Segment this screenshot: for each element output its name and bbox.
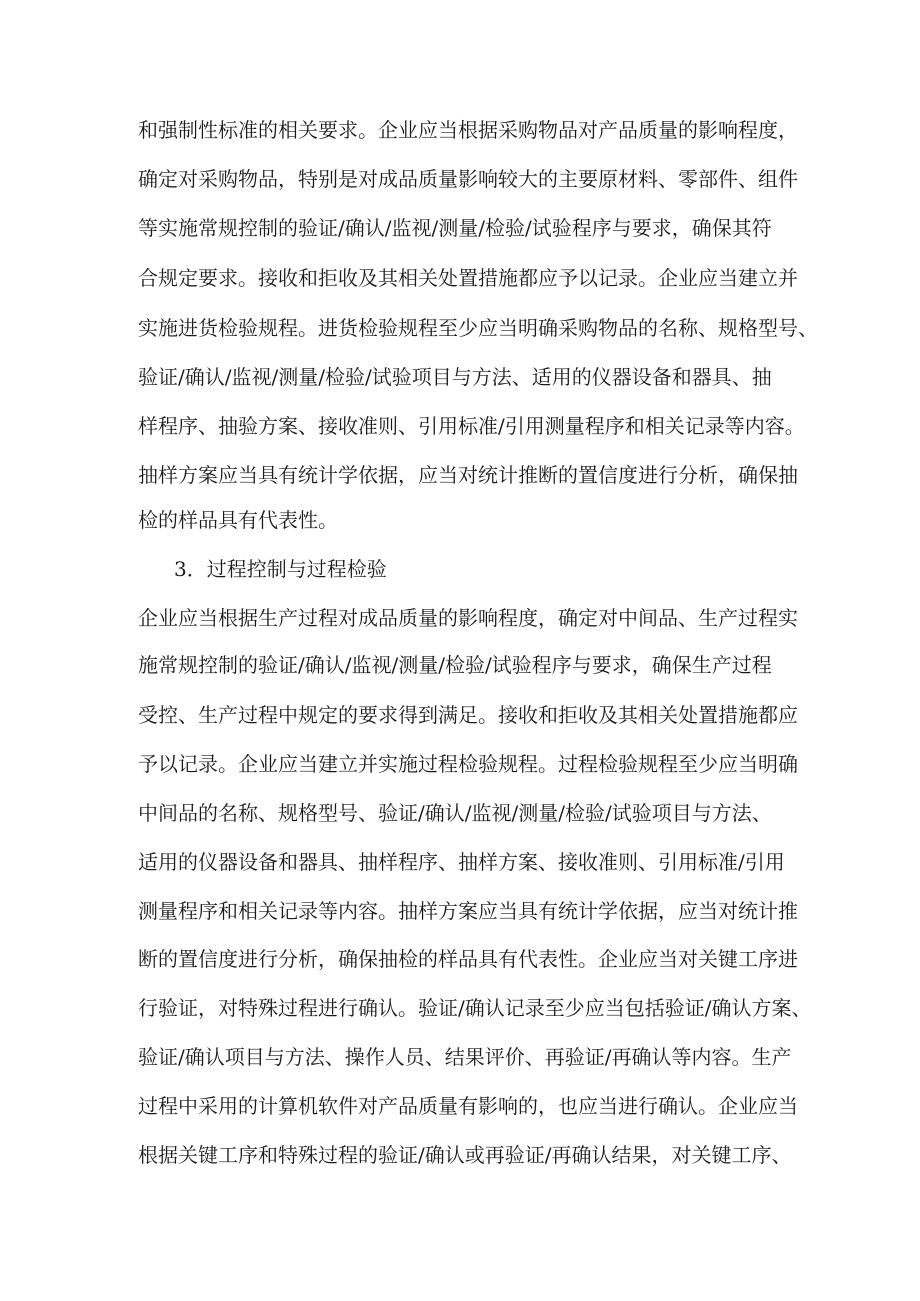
paragraph-2-line: 予以记录。企业应当建立并实施过程检验规程。过程检验规程至少应当明确: [138, 752, 798, 776]
paragraph-2-line: 施常规控制的验证/确认/监视/测量/检验/试验程序与要求，确保生产过程: [138, 653, 772, 677]
paragraph-2-line: 验证/确认项目与方法、操作人员、结果评价、再验证/再确认等内容。生产: [138, 1045, 792, 1069]
paragraph-1-line: 检的样品具有代表性。: [138, 508, 338, 532]
paragraph-2-line: 企业应当根据生产过程对成品质量的影响程度，确定对中间品、生产过程实: [138, 606, 798, 630]
paragraph-1-line: 验证/确认/监视/测量/检验/试验项目与方法、适用的仪器设备和器具、抽: [138, 365, 772, 389]
paragraph-2-line: 断的置信度进行分析，确保抽检的样品具有代表性。企业应当对关键工序进: [138, 947, 798, 971]
paragraph-2-line: 行验证，对特殊过程进行确认。验证/确认记录至少应当包括验证/确认方案、: [138, 996, 812, 1020]
paragraph-2-line: 受控、生产过程中规定的要求得到满足。接收和拒收及其相关处置措施都应: [138, 703, 798, 727]
paragraph-1-line: 合规定要求。接收和拒收及其相关处置措施都应予以记录。企业应当建立并: [138, 266, 798, 290]
paragraph-2-line: 过程中采用的计算机软件对产品质量有影响的，也应当进行确认。企业应当: [138, 1094, 798, 1118]
paragraph-1-line: 和强制性标准的相关要求。企业应当根据采购物品对产品质量的影响程度，: [138, 118, 798, 142]
section-heading: 3．过程控制与过程检验: [174, 557, 387, 581]
paragraph-2-line: 中间品的名称、规格型号、验证/确认/监视/测量/检验/试验项目与方法、: [138, 801, 772, 825]
paragraph-1-line: 实施进货检验规程。进货检验规程至少应当明确采购物品的名称、规格型号、: [138, 316, 818, 340]
paragraph-1-line: 抽样方案应当具有统计学依据，应当对统计推断的置信度进行分析，确保抽: [138, 463, 798, 487]
paragraph-1-line: 等实施常规控制的验证/确认/监视/测量/检验/试验程序与要求，确保其符: [138, 216, 772, 240]
paragraph-2-line: 测量程序和相关记录等内容。抽样方案应当具有统计学依据，应当对统计推: [138, 899, 798, 923]
paragraph-2-line: 根据关键工序和特殊过程的验证/确认或再验证/再确认结果，对关键工序、: [138, 1143, 792, 1167]
paragraph-1-line: 样程序、抽验方案、接收准则、引用标准/引用测量程序和相关记录等内容。: [138, 414, 805, 438]
paragraph-1-line: 确定对采购物品，特别是对成品质量影响较大的主要原材料、零部件、组件: [138, 167, 798, 191]
paragraph-2-line: 适用的仪器设备和器具、抽样程序、抽样方案、接收准则、引用标准/引用: [138, 850, 785, 874]
